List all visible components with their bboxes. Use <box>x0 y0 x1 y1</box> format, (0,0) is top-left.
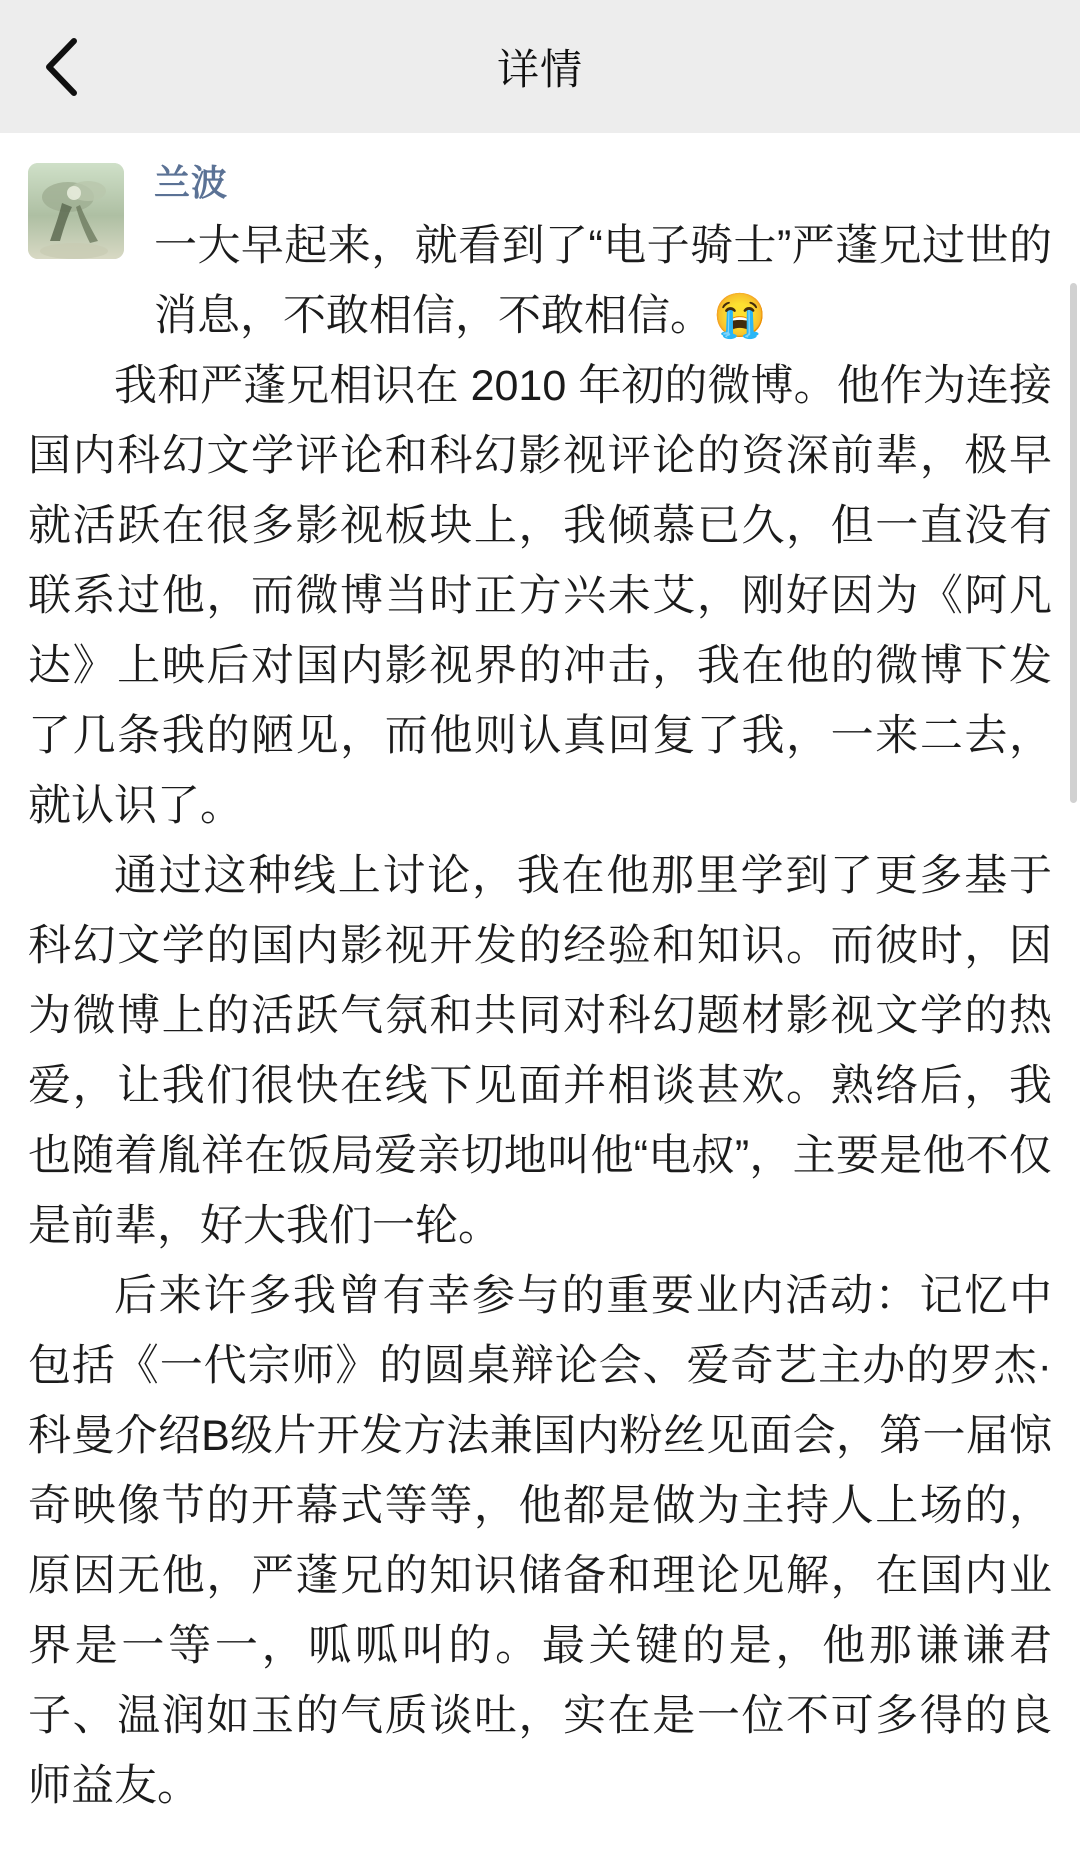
avatar[interactable] <box>28 163 124 259</box>
page-title: 详情 <box>496 45 583 93</box>
paragraph-2: 我和严蓬兄相识在 2010 年初的微博。他作为连接国内科幻文学评论和科幻影视评论的资深前辈，极早就活跃在很多影视板块上，我倾慕已久，但一直没有联系过他，而微博当时正方兴未艾，刚好因为《阿凡达》上映后对国内影视界的冲击，我在他的微博下发了几条我的陋见，而他则认真回复了我，一来二去，就认识了。 <box>28 362 1052 830</box>
chevron-left-icon <box>42 36 82 98</box>
paragraph-3: 通过这种线上讨论，我在他那里学到了更多基于科幻文学的国内影视开发的经验和知识。而彼时，因为微博上的活跃气氛和共同对科幻题材影视文学的热爱，让我们很快在线下见面并相谈甚欢。熟络后，我也随着胤祥在饭局爱亲切地叫他“电叔”，主要是他不仅是前辈，好大我们一轮。 <box>28 852 1052 1250</box>
paragraph-1-wrapper <box>28 211 1052 351</box>
back-button[interactable] <box>34 39 90 95</box>
paragraph-1: 一大早起来，就看到了“电子骑士”严蓬兄过世的消息，不敢相信，不敢相信。😭 <box>154 222 1052 340</box>
paragraph-4: 后来许多我曾有幸参与的重要业内活动：记忆中包括《一代宗师》的圆桌辩论会、爱奇艺主办的罗杰·科曼介绍B级片开发方法兼国内粉丝见面会，第一届惊奇映像节的开幕式等等，他都是做为主持人上场的，原因无他，严蓬兄的知识储备和理论见解，在国内业界是一等一，呱呱叫的。最关键的是，他那谦谦君子、温润如玉的气质谈吐，实在是一位不可多得的良师益友。 <box>28 1272 1052 1810</box>
scrollbar[interactable] <box>1070 283 1077 803</box>
author-name[interactable]: 兰波 <box>154 162 229 203</box>
article-content <box>0 133 1080 1853</box>
navigation-bar <box>0 0 1080 133</box>
post <box>28 159 1052 1821</box>
